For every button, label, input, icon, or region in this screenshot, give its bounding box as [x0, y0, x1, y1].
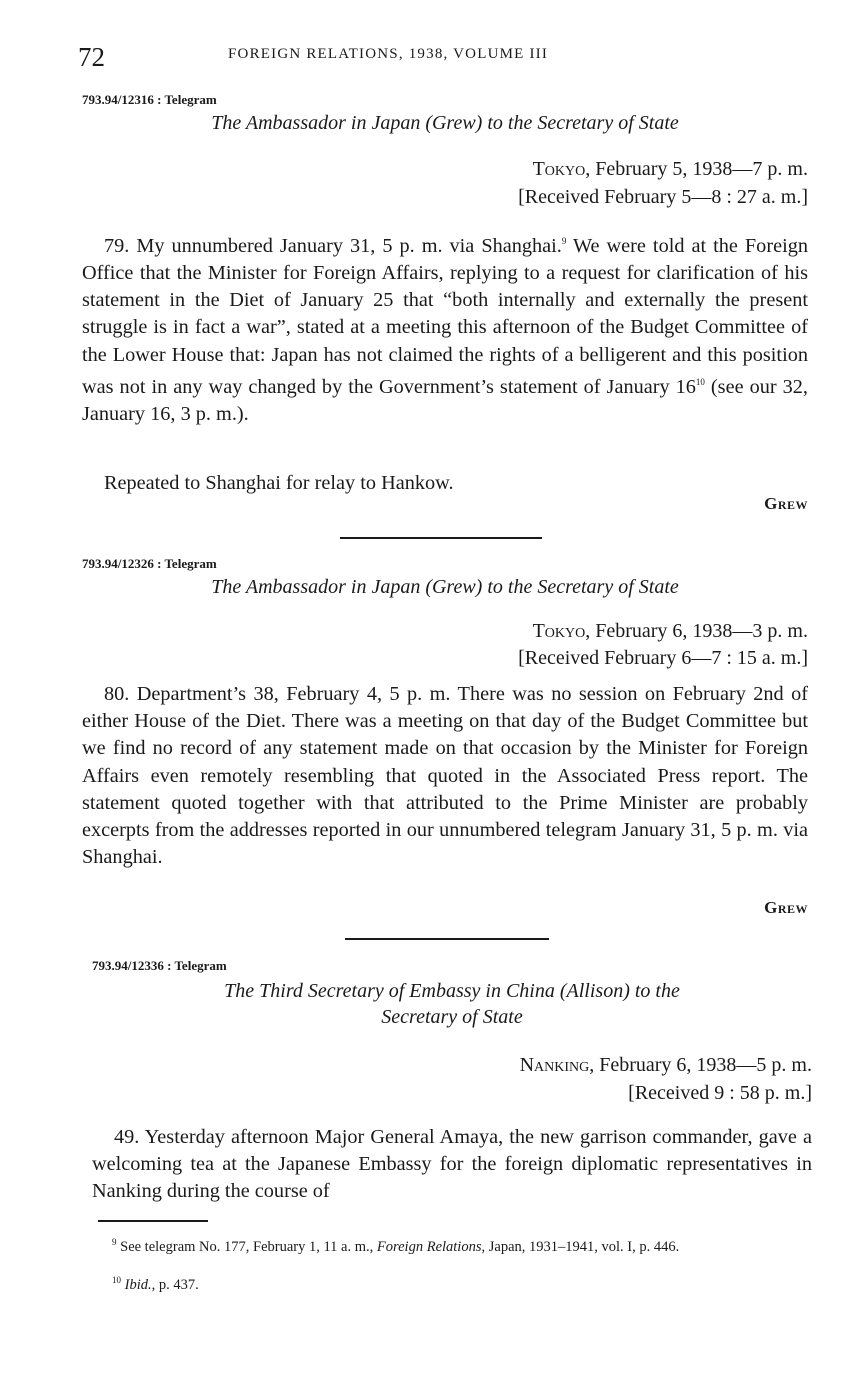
section-divider	[345, 938, 549, 940]
footnote-rule	[98, 1220, 208, 1222]
footnote-marker: 9	[112, 1237, 117, 1247]
body-text-2: We were told at the Foreign Office that the Minister for Foreign Affairs, replying to a request for clarification of his statement in the Diet of January 25 that “both internally and externally the present struggle is in fact a war”, stated at a meeting this afternoon of the Budget Committee of the Lower House that: Japan has not claimed the rights of a belligerent and this position was not in any way changed by the Government’s statement of January 16	[82, 234, 808, 398]
telegram-body	[92, 1124, 812, 1206]
place: Tokyo	[532, 620, 586, 642]
dateline	[533, 620, 808, 643]
body-text-1: 79. My unnumbered January 31, 5 p. m. via Shanghai.	[104, 234, 562, 257]
place: Tokyo	[532, 158, 586, 180]
footnote-ref-10: 10	[695, 376, 705, 387]
body-text-3: (see our 32, January 16, 3 p. m.).	[82, 375, 808, 425]
footnote-italic: Foreign Relations	[376, 1238, 482, 1255]
date: , February 5, 1938—7 p. m.	[585, 158, 808, 180]
telegram-3	[92, 958, 812, 1208]
dateline	[533, 158, 808, 181]
telegram-title: The Ambassador in Japan (Grew) to the Secretary of State	[211, 576, 679, 598]
received-line: [Received 9 : 58 p. m.]	[628, 1082, 812, 1104]
telegram-body	[82, 228, 808, 428]
footnote-text: , Japan, 1931–1941, vol. I, p. 446.	[481, 1238, 680, 1255]
footnote-9	[98, 1234, 812, 1256]
telegram-title: The Ambassador in Japan (Grew) to the Secretary of State	[211, 112, 679, 134]
telegram-2	[82, 556, 808, 926]
footnote-10	[98, 1272, 812, 1294]
section-divider	[340, 537, 542, 539]
document-number: 793.94/12326 : Telegram	[82, 556, 217, 571]
footnote-italic: Ibid.	[124, 1276, 152, 1293]
telegram-body	[82, 681, 808, 871]
document-number: 793.94/12316 : Telegram	[82, 92, 217, 107]
dateline	[520, 1054, 812, 1077]
footnote-ref-9: 9	[561, 236, 567, 246]
page-number: 72	[78, 42, 105, 72]
body-text: 80. Department’s 38, February 4, 5 p. m. There was no session on February 2nd of either House of the Diet. There was a meeting on that day of the Budget Committee but we find no record of any statement made on that occasion by the Minister for Foreign Affairs even remotely resembling that quoted in the Associated Press report. The statement quoted together with that attributed to the Prime Minister are probably excerpts from the addresses reported in our unnumbered telegram January 31, 5 p. m. via Shanghai.	[82, 683, 808, 869]
place: Nanking	[519, 1054, 590, 1076]
page-header	[78, 42, 738, 72]
telegram-title-line-2: Secretary of State	[381, 1006, 523, 1028]
footnote-text: , p. 437.	[151, 1276, 199, 1293]
footnote-marker: 10	[112, 1275, 121, 1285]
running-head: FOREIGN RELATIONS, 1938, VOLUME III	[228, 46, 549, 62]
repeated-note: Repeated to Shanghai for relay to Hankow.	[104, 472, 454, 494]
telegram-1	[82, 92, 808, 522]
footnote-text: See telegram No. 177, February 1, 11 a. m.,	[116, 1238, 377, 1255]
received-line: [Received February 6—7 : 15 a. m.]	[518, 647, 808, 669]
body-text: 49. Yesterday afternoon Major General Amaya, the new garrison commander, gave a welcoming tea at the Japanese Embassy for the foreign diplomatic representatives in Nanking during the course of	[92, 1126, 812, 1203]
received-line: [Received February 5—8 : 27 a. m.]	[518, 186, 808, 208]
signature: Grew	[764, 494, 808, 513]
date: , February 6, 1938—3 p. m.	[585, 620, 808, 642]
document-number: 793.94/12336 : Telegram	[92, 958, 227, 973]
signature: Grew	[764, 898, 808, 917]
date: , February 6, 1938—5 p. m.	[589, 1054, 812, 1076]
telegram-title-line-1: The Third Secretary of Embassy in China (Allison) to the	[224, 980, 680, 1002]
